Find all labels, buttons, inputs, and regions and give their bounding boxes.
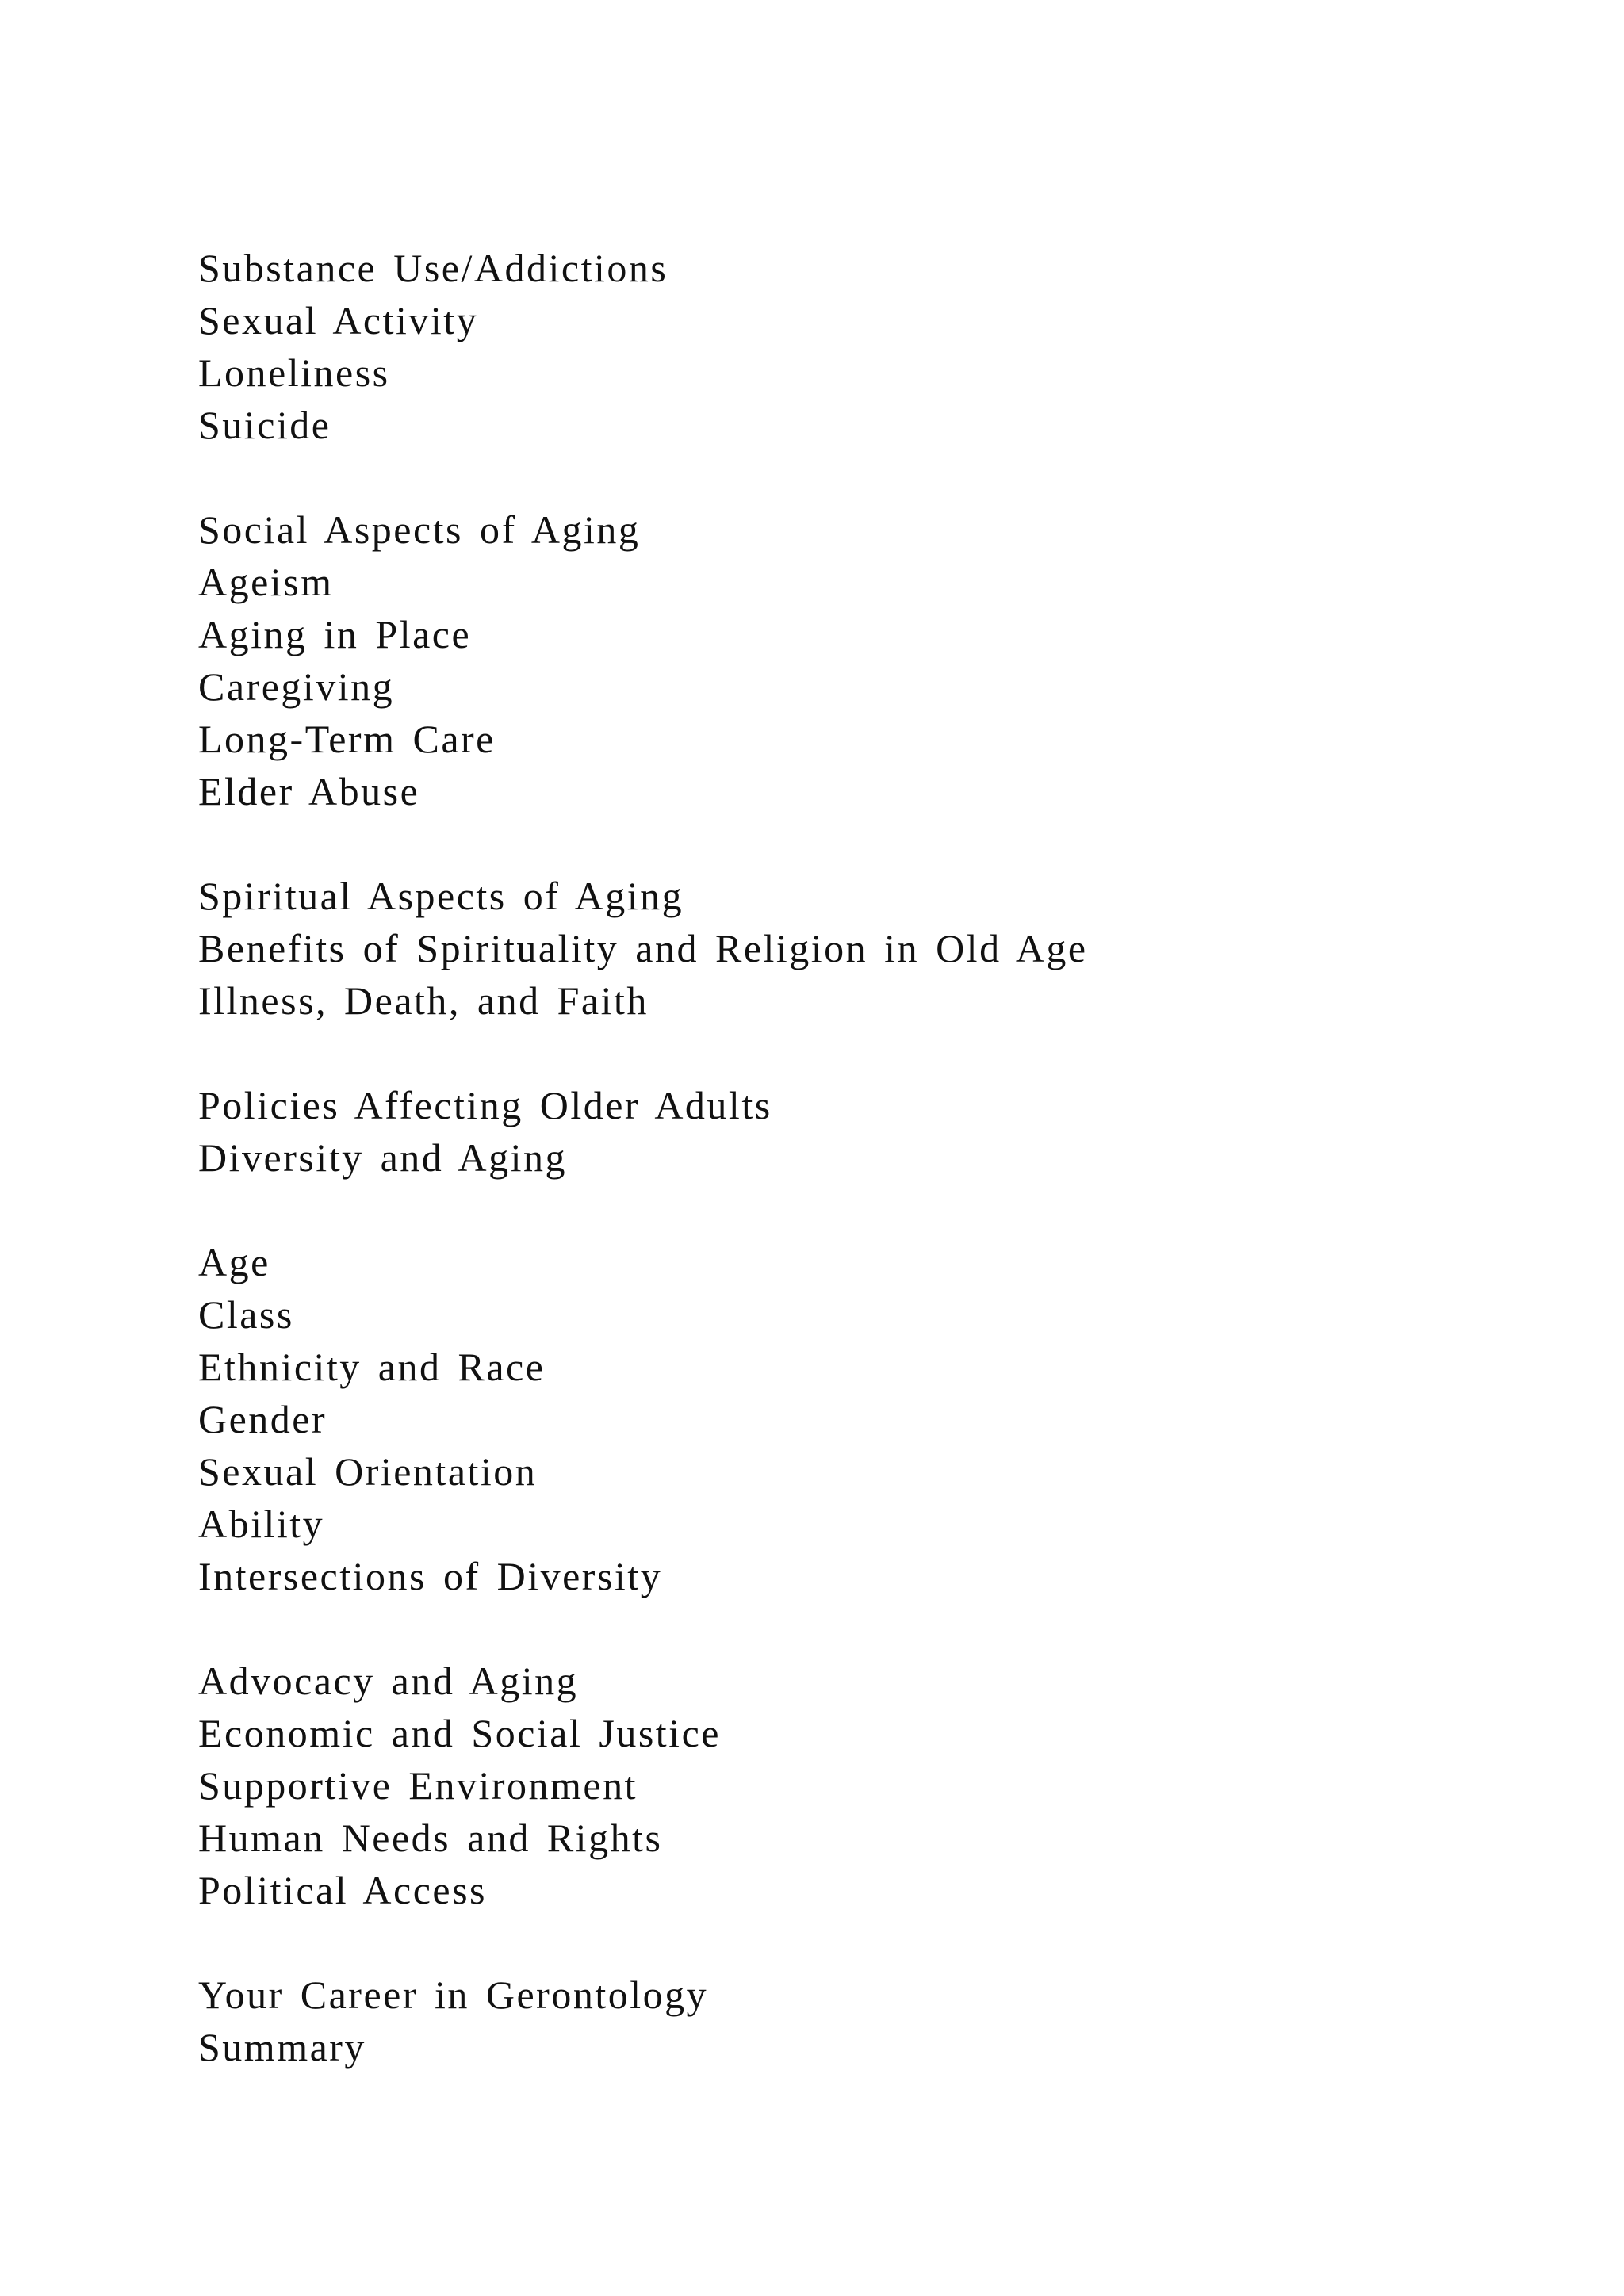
outline-item: Supportive Environment [198,1763,638,1808]
outline-item: Caregiving [198,664,395,709]
section-heading: Spiritual Aspects of Aging [198,874,684,918]
outline-group [198,503,1507,817]
outline-item: Ability [198,1502,325,1546]
outline-group [198,1079,1507,1184]
section-heading: Advocacy and Aging [198,1659,579,1703]
blank-line [198,817,1507,870]
outline-item: Sexual Orientation [198,1449,538,1494]
outline-group [198,1655,1507,1916]
blank-line [198,1184,1507,1236]
section-heading: Diversity and Aging [198,1135,568,1180]
outline-item: Illness, Death, and Faith [198,978,649,1023]
outline-group [198,1236,1507,1602]
outline-item: Long-Term Care [198,717,496,761]
outline-item: Benefits of Spirituality and Religion in Old Age [198,926,1088,970]
outline-item: Economic and Social Justice [198,1711,721,1755]
outline-group [198,870,1507,1027]
section-heading: Social Aspects of Aging [198,507,641,552]
blank-line [198,1027,1507,1079]
outline-list [198,242,1507,2073]
outline-item: Class [198,1292,294,1337]
blank-line [198,1602,1507,1655]
outline-item: Age [198,1240,270,1284]
outline-item: Suicide [198,403,331,447]
outline-item: Elder Abuse [198,769,420,813]
section-heading: Your Career in Gerontology [198,1973,709,2017]
outline-item: Intersections of Diversity [198,1554,663,1598]
outline-item: Summary [198,2025,366,2069]
blank-line [198,451,1507,503]
outline-item: Human Needs and Rights [198,1816,663,1860]
section-heading: Policies Affecting Older Adults [198,1083,772,1127]
outline-item: Gender [198,1397,327,1441]
outline-group [198,1969,1507,2073]
outline-item: Substance Use/Addictions [198,246,668,290]
outline-item: Aging in Place [198,612,472,656]
outline-item: Ageism [198,560,334,604]
outline-group [198,242,1507,451]
outline-item: Loneliness [198,350,390,395]
blank-line [198,1916,1507,1969]
outline-item: Ethnicity and Race [198,1345,546,1389]
outline-item: Political Access [198,1868,487,1912]
outline-item: Sexual Activity [198,298,479,342]
